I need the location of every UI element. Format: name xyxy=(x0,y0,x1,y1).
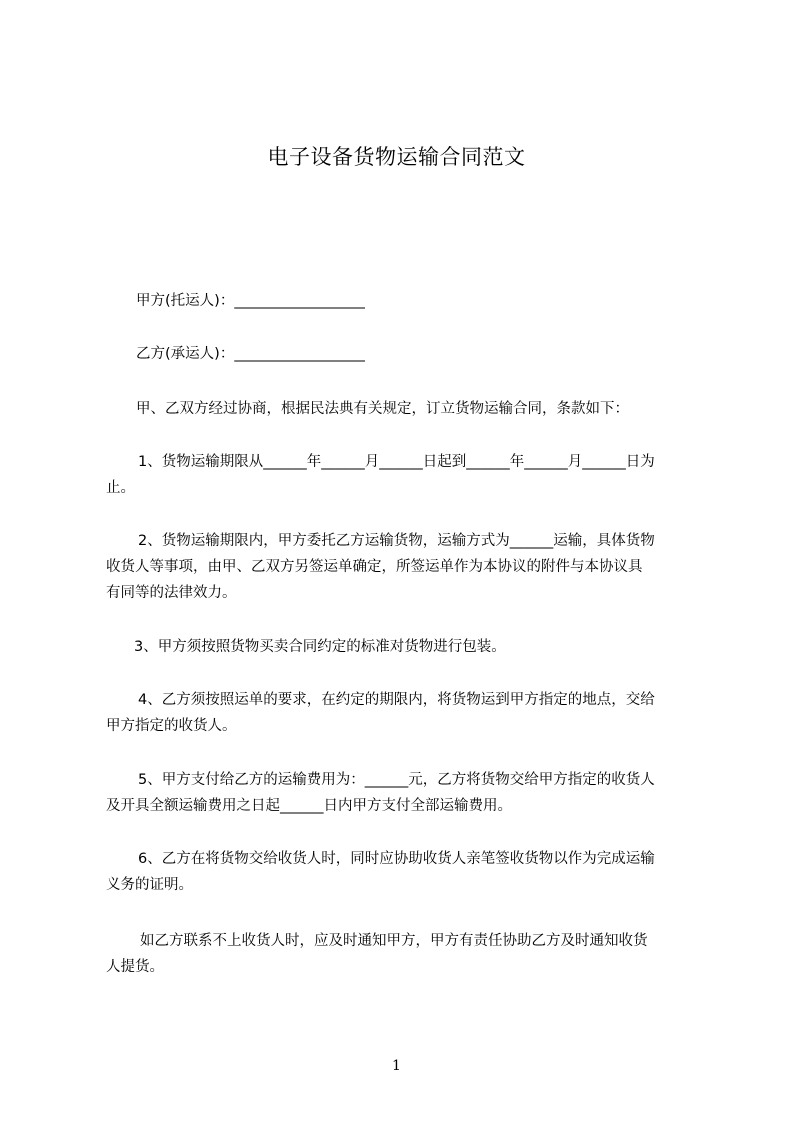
clause-6-line-2: 义务的证明。 xyxy=(106,877,193,893)
clause-2-line-3: 有同等的法律效力。 xyxy=(106,585,237,601)
clause-5-line-1: 5、甲方支付给乙方的运输费用为：______元，乙方将货物交给甲方指定的收货人 xyxy=(138,772,655,788)
clause-1-line-1: 1、货物运输期限从______年______月______日起到______年______月______日为 xyxy=(138,454,655,470)
clause-1-paragraph xyxy=(106,449,708,501)
clause-1-line-2: 止。 xyxy=(106,480,135,496)
preamble-paragraph: 甲、乙双方经过协商，根据民法典有关规定，订立货物运输合同，条款如下： xyxy=(136,401,629,417)
party-b-line: 乙方(承运人)：__________________ xyxy=(136,346,365,362)
clause-7-paragraph xyxy=(106,928,708,980)
page-number: 1 xyxy=(392,1058,401,1074)
clause-2-paragraph xyxy=(106,528,708,606)
clause-5-line-2: 及开具全额运输费用之日起______日内甲方支付全部运输费用。 xyxy=(106,798,512,814)
clause-7-line-1: 如乙方联系不上收货人时，应及时通知甲方，甲方有责任协助乙方及时通知收货 xyxy=(140,933,648,949)
clause-4-line-1: 4、乙方须按照运单的要求，在约定的期限内，将货物运到甲方指定的地点，交给 xyxy=(138,692,655,708)
clause-6-line-1: 6、乙方在将货物交给收货人时，同时应协助收货人亲笔签收货物以作为完成运输 xyxy=(138,851,655,867)
clause-4-paragraph xyxy=(106,687,708,739)
party-a-line: 甲方(托运人)：__________________ xyxy=(136,293,365,309)
document-title: 电子设备货物运输合同范文 xyxy=(267,145,526,169)
clause-5-paragraph xyxy=(106,767,708,819)
clause-2-line-1: 2、货物运输期限内，甲方委托乙方运输货物，运输方式为______运输，具体货物 xyxy=(138,533,655,549)
clause-4-line-2: 甲方指定的收货人。 xyxy=(106,718,237,734)
clause-2-line-2: 收货人等事项，由甲、乙双方另签运单确定，所签运单作为本协议的附件与本协议具 xyxy=(106,559,643,575)
clause-3-paragraph: 3、甲方须按照货物买卖合同约定的标准对货物进行包装。 xyxy=(134,639,506,655)
clause-6-paragraph xyxy=(106,846,708,898)
clause-7-line-2: 人提货。 xyxy=(106,959,164,975)
